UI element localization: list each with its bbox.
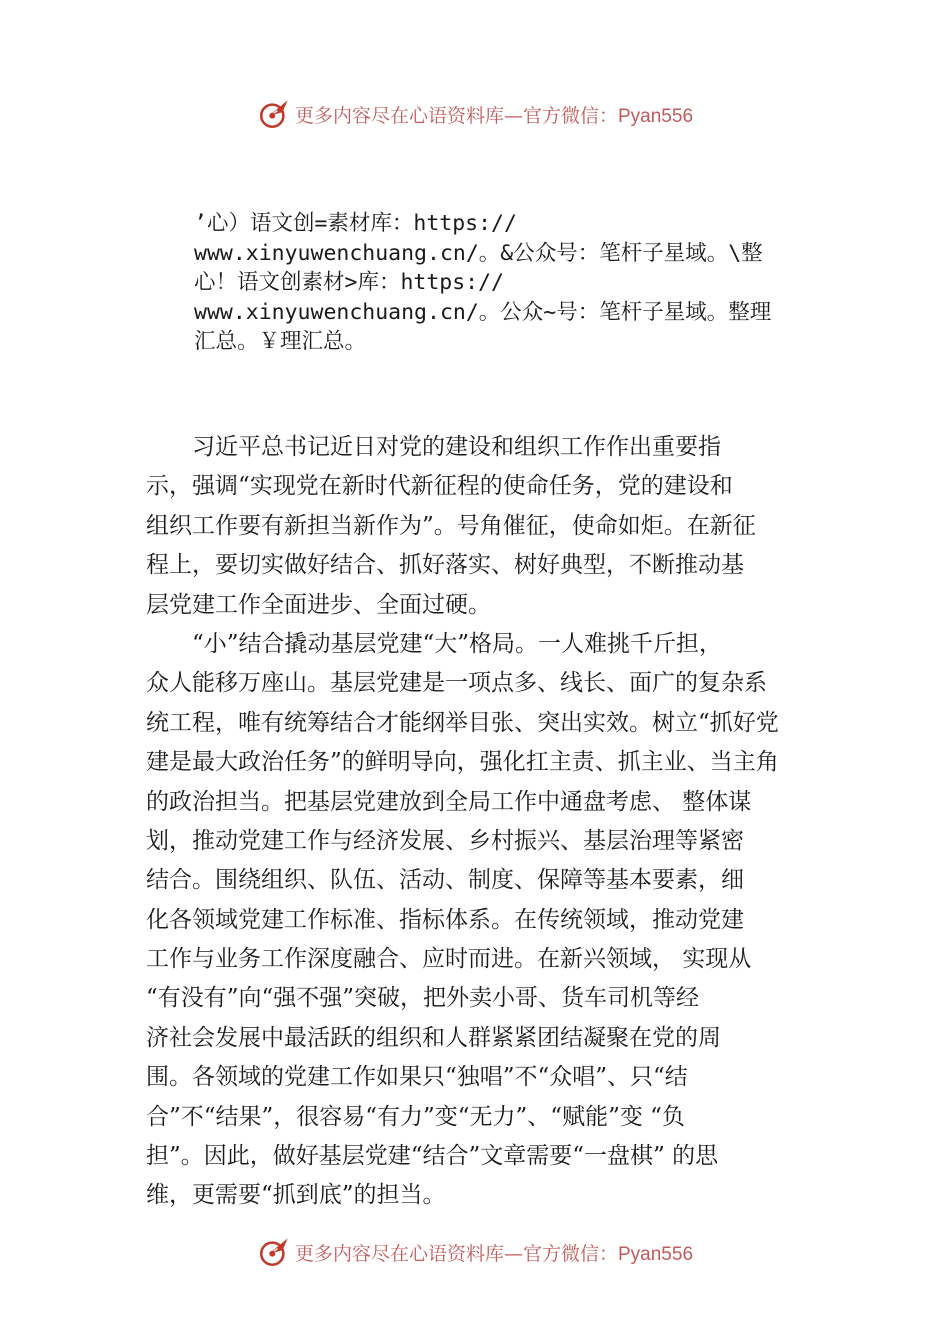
notice-line: www.xinyuwenchuang.cn/。公众~号：笔杆子星域。整理 bbox=[194, 299, 772, 325]
notice-line: 汇总。￥理汇总。 bbox=[194, 329, 367, 354]
paragraph-line: 众人能移万座山。基层党建是一项点多、线长、面广的复杂系 bbox=[146, 670, 767, 697]
paragraph-line: 组织工作要有新担当新作为”。号角催征，使命如炬。在新征 bbox=[146, 512, 756, 539]
notice-line: 心！语文创素材>库：https:// bbox=[194, 270, 504, 295]
paragraph-intro bbox=[146, 428, 814, 625]
paragraph-line: 层党建工作全面进步、全面过硬。 bbox=[146, 591, 491, 618]
paragraph-line: 程上，要切实做好结合、抓好落实、树好典型，不断推动基 bbox=[146, 552, 744, 579]
paragraph-combination bbox=[146, 625, 814, 1216]
paragraph-line: 维，更需要“抓到底”的担当。 bbox=[146, 1182, 446, 1209]
footer-banner-text: 更多内容尽在心语资料库—官方微信：Pyan556 bbox=[294, 1242, 694, 1265]
footer-banner bbox=[0, 1232, 950, 1272]
article-body bbox=[146, 428, 814, 1216]
paragraph-line: 化各领域党建工作标准、指标体系。在传统领域，推动党建 bbox=[146, 906, 744, 933]
paragraph-line: 工作与业务工作深度融合、应时而进。在新兴领域， 实现从 bbox=[146, 946, 752, 973]
notice-line: ’心）语文创=素材库：https:// bbox=[194, 211, 517, 236]
header-banner-text: 更多内容尽在心语资料库—官方微信：Pyan556 bbox=[294, 104, 694, 127]
header-banner bbox=[0, 94, 950, 134]
paragraph-line: 合”不“结果”，很容易“有力”变“无力”、“赋能”变 “负 bbox=[146, 1103, 685, 1130]
paragraph-line: 示，强调“实现党在新时代新征程的使命任务，党的建设和 bbox=[146, 473, 733, 500]
pen-nib-logo-icon bbox=[257, 1235, 291, 1269]
pen-nib-logo-icon bbox=[257, 97, 291, 131]
header-banner-handle: Pyan556 bbox=[618, 105, 694, 127]
notice-line: www.xinyuwenchuang.cn/。&公众号：笔杆子星域。\整 bbox=[194, 240, 763, 266]
footer-banner-handle: Pyan556 bbox=[618, 1243, 694, 1265]
paragraph-line: “小”结合撬动基层党建“大”格局。一人难挑千斤担， bbox=[146, 630, 723, 657]
source-notice bbox=[194, 209, 834, 357]
paragraph-line: 围。各领域的党建工作如果只“独唱”不“众唱”、只“结 bbox=[146, 1064, 688, 1091]
paragraph-line: “有没有”向“强不强”突破，把外卖小哥、货车司机等经 bbox=[146, 985, 700, 1012]
paragraph-line: 结合。围绕组织、队伍、活动、制度、保障等基本要素，细 bbox=[146, 867, 744, 894]
paragraph-line: 习近平总书记近日对党的建设和组织工作作出重要指 bbox=[146, 434, 721, 460]
paragraph-line: 的政治担当。把基层党建放到全局工作中通盘考虑、 整体谋 bbox=[146, 788, 752, 815]
paragraph-line: 济社会发展中最活跃的组织和人群紧紧团结凝聚在党的周 bbox=[146, 1024, 721, 1051]
paragraph-line: 建是最大政治任务”的鲜明导向，强化扛主责、抓主业、当主角 bbox=[146, 749, 779, 776]
paragraph-line: 统工程，唯有统筹结合才能纲举目张、突出实效。树立“抓好党 bbox=[146, 709, 779, 736]
paragraph-line: 划，推动党建工作与经济发展、乡村振兴、基层治理等紧密 bbox=[146, 827, 744, 854]
paragraph-line: 担”。因此，做好基层党建“结合”文章需要“一盘棋” 的思 bbox=[146, 1143, 719, 1170]
